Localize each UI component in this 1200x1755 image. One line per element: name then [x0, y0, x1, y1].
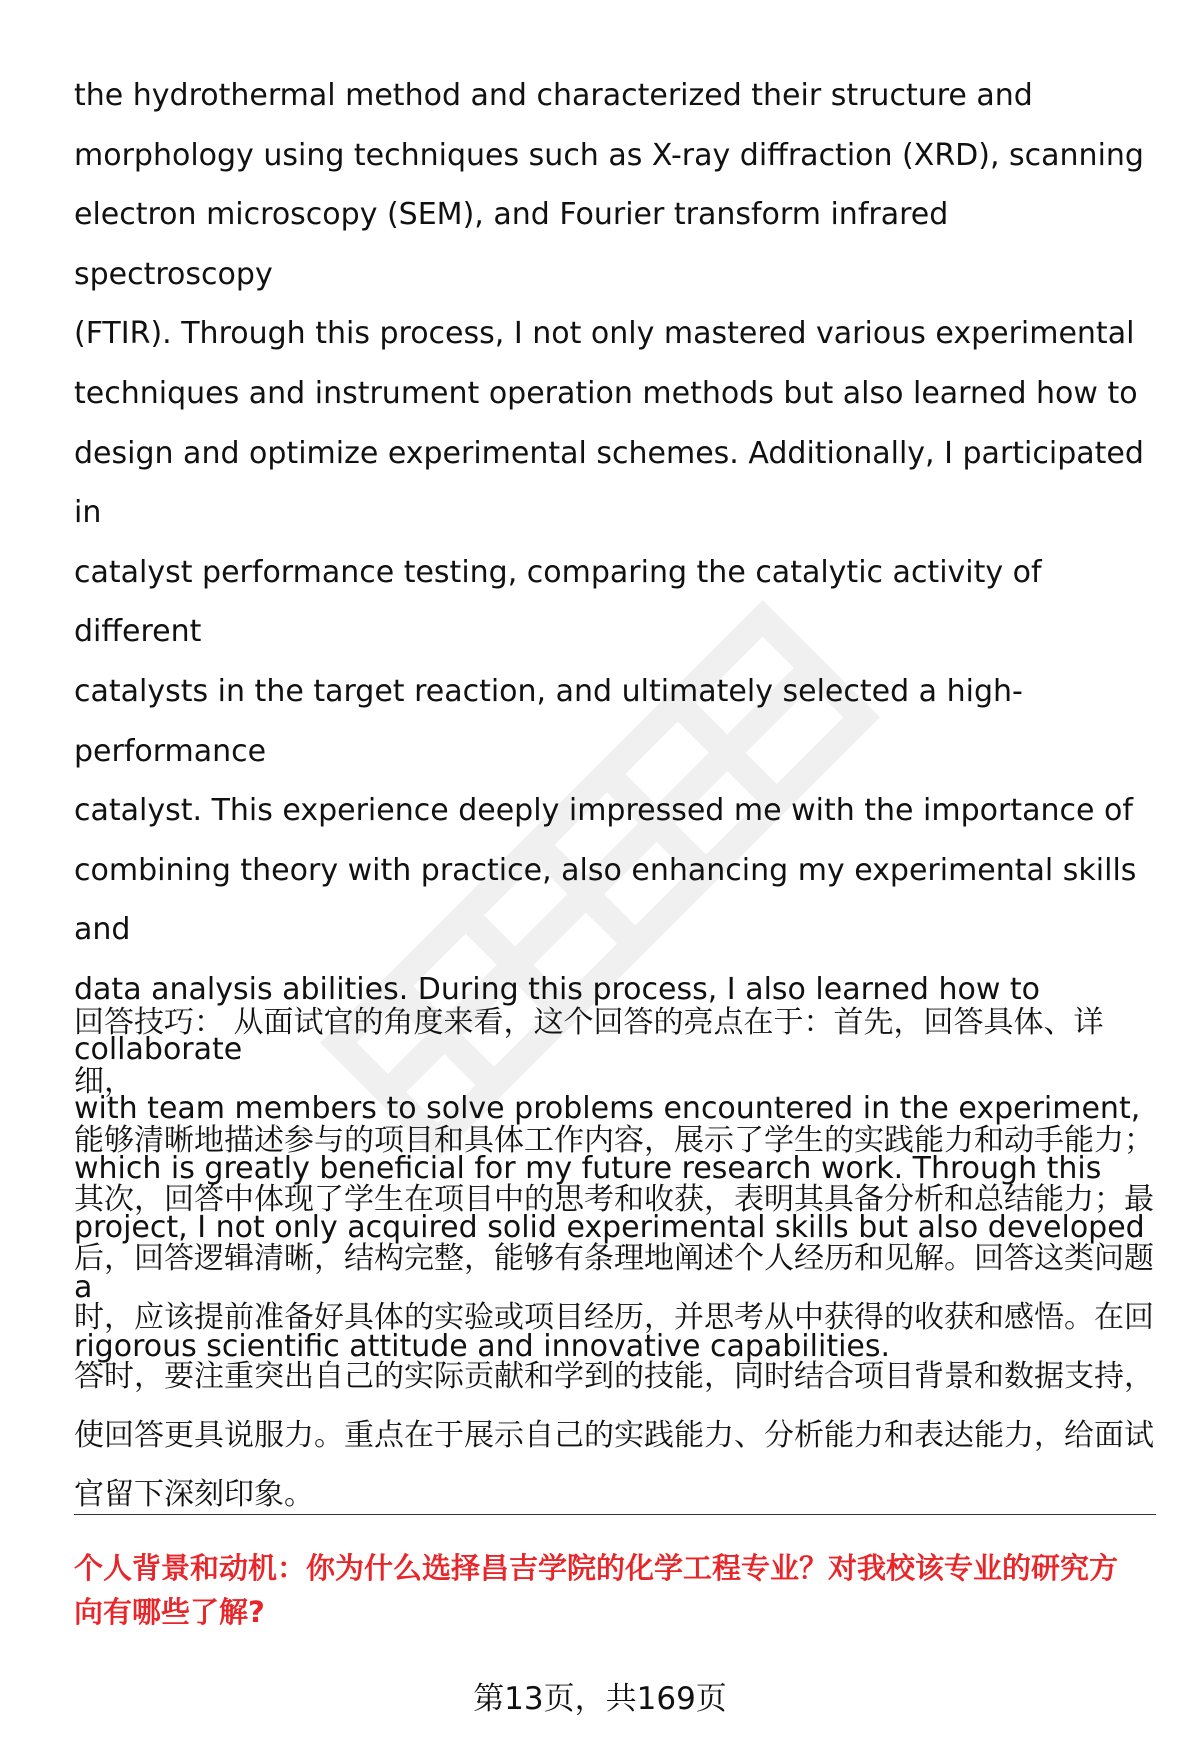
- answer-body-paragraph: the hydrothermal method and characterized their structure and morphology using techniques such as X-ray diffraction (XRD), scanning electron microscopy (SEM), and Fourier transform infrared spectroscopy (FTIR). Through this process, I not only mastered various experimental techniques and instrument operation methods but also learned how to design and optimize experimental schemes. Additionally, I participated in catalyst performance testing, comparing the catalytic activity of different catalysts in the target reaction, and ultimately selected a high-performance catalyst. This experience deeply impressed me with the importance of combining theory with practice, also enhancing my experimental skills and data analysis abilities. During this process, I also learned how to collaborate with team members to solve problems encountered in the experiment, which is greatly beneficial for my future research work. Through this project, I not only acquired solid experimental skills but also developed a rigorous scientific attitude and innovative capabilities.: [74, 78, 1145, 1365]
- page-number-footer: 第13页，共169页: [473, 1681, 727, 1717]
- section-divider: [74, 1514, 1156, 1515]
- next-question-heading: 个人背景和动机：你为什么选择昌吉学院的化学工程专业？对我校该专业的研究方 向有哪些了解?: [74, 1551, 1119, 1629]
- answer-tips-paragraph: 回答技巧： 从面试官的角度来看，这个回答的亮点在于：首先，回答具体、详细， 能够清晰地描述参与的项目和具体工作内容，展示了学生的实践能力和动手能力； 其次，回答中体现了学生在项目中的思考和收获，表明其具备分析和总结能力；最 后，回答逻辑清晰，结构完整，能够有条理地阐述个人经历和见解。回答这类问题 时，应该提前准备好具体的实验或项目经历，并思考从中获得的收获和感悟。在回 答时，要注重突出自己的实际贡献和学到的技能，同时结合项目背景和数据支持， 使回答更具说服力。重点在于展示自己的实践能力、分析能力和表达能力，给面试 官留下深刻印象。: [74, 1005, 1154, 1512]
